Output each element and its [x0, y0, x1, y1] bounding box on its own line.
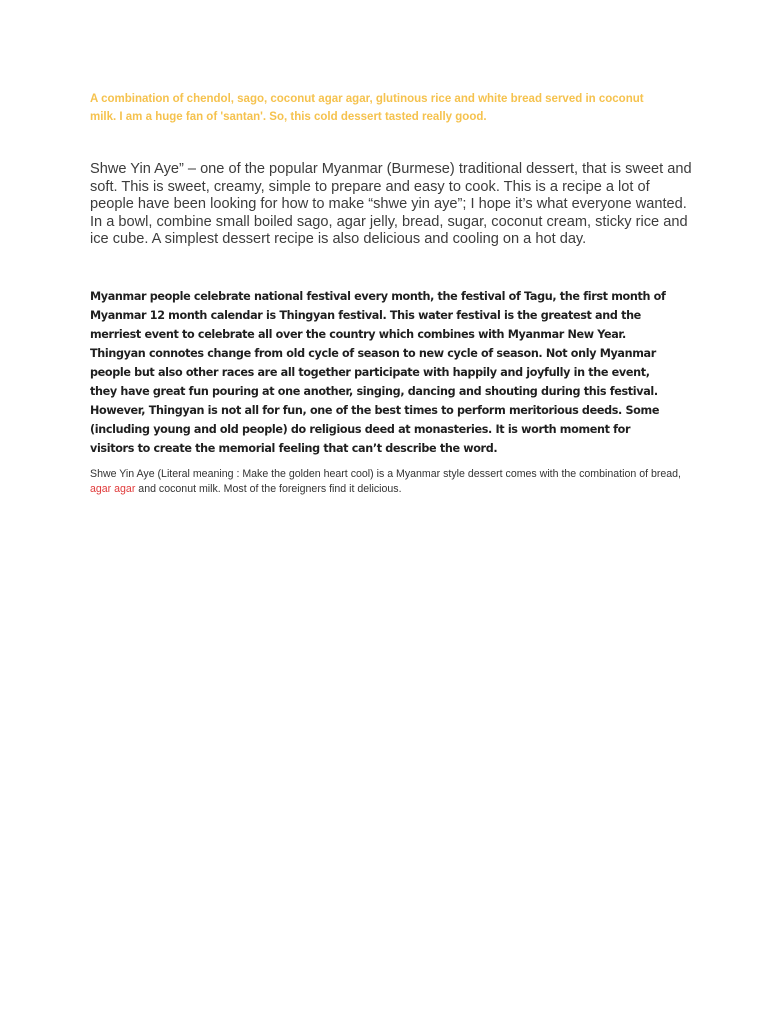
intro-paragraph: Shwe Yin Aye” – one of the popular Myanmar (Burmese) traditional dessert, that is sweet and soft. This is sweet, creamy, simple to prepare and easy to cook. This is a recipe a lot of people have been looking for how to make “shwe yin aye”; I hope it’s what everyone wanted. In a bowl, combine small boiled sago, agar jelly, bread, sugar, coconut cream, sticky rice and ice cube. A simplest dessert recipe is also delicious and cooling on a hot day. [90, 161, 692, 248]
agar-agar-link[interactable]: agar agar [90, 482, 136, 495]
meaning-paragraph [90, 467, 690, 496]
festival-paragraph: Myanmar people celebrate national festival every month, the festival of Tagu, the first month of Myanmar 12 month calendar is Thingyan festival. This water festival is the greatest and the merriest event to celebrate all over the country which combines with Myanmar New Year. Thingyan connotes change from old cycle of season to new cycle of season. Not only Myanmar people but also other races are all together participate with happily and joyfully in the event, they have great fun pouring at one another, singing, dancing and shouting during this festival. However, Thingyan is not all for fun, one of the best times to perform meritorious deeds. Some (including young and old people) do religious deed at monasteries. It is worth moment for visitors to create the memorial feeling that can’t describe the word. [90, 290, 666, 455]
highlight-caption: A combination of chendol, sago, coconut agar agar, glutinous rice and white bread served in coconut milk. I am a huge fan of 'santan'. So, this cold dessert tasted really good. [90, 93, 644, 123]
meaning-text-start: Shwe Yin Aye (Literal meaning : Make the golden heart cool) is a Myanmar style dessert comes with the combination of bread, [90, 468, 682, 480]
meaning-text-end: and coconut milk. Most of the foreigners find it delicious. [135, 482, 402, 495]
